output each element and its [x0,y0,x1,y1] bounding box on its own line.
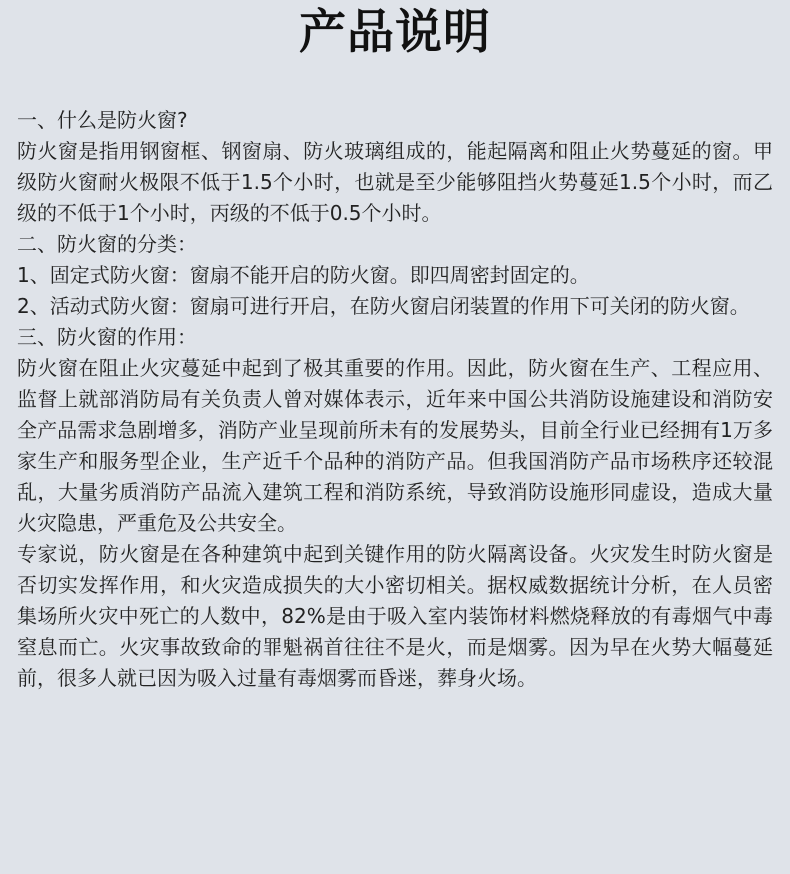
section-heading-what-is: 一、什么是防火窗? [17,108,188,132]
list-item-fixed-window: 1、固定式防火窗：窗扇不能开启的防火窗。即四周密封固定的。 [17,263,590,287]
paragraph-function: 防火窗在阻止火灾蔓延中起到了极其重要的作用。因此，防火窗在生产、工程应用、监督上就部消防局有关负责人曾对媒体表示，近年来中国公共消防设施建设和消防安全产品需求急剧增多，消防产业呈现前所未有的发展势头，目前全行业已经拥有1万多家生产和服务型企业，生产近千个品种的消防产品。但我国消防产品市场秩序还较混乱，大量劣质消防产品流入建筑工程和消防系统，导致消防设施形同虚设，造成大量火灾隐患，严重危及公共安全。 [17,356,773,535]
paragraph-expert-opinion: 专家说，防火窗是在各种建筑中起到关键作用的防火隔离设备。火灾发生时防火窗是否切实发挥作用，和火灾造成损失的大小密切相关。据权威数据统计分析，在人员密集场所火灾中死亡的人数中，82%是由于吸入室内装饰材料燃烧释放的有毒烟气中毒窒息而亡。火灾事故致命的罪魁祸首往往不是火，而是烟雾。因为早在火势大幅蔓延前，很多人就已因为吸入过量有毒烟雾而昏迷，葬身火场。 [17,542,773,690]
page-title: 产品说明 [299,5,491,60]
section-heading-function: 三、防火窗的作用： [17,325,197,349]
description-text [17,105,773,694]
list-item-movable-window: 2、活动式防火窗：窗扇可进行开启，在防火窗启闭装置的作用下可关闭的防火窗。 [17,294,750,318]
section-heading-classification: 二、防火窗的分类： [17,232,197,256]
paragraph-definition: 防火窗是指用钢窗框、钢窗扇、防火玻璃组成的，能起隔离和阻止火势蔓延的窗。甲级防火窗耐火极限不低于1.5个小时，也就是至少能够阻挡火势蔓延1.5个小时，而乙级的不低于1个小时，丙级的不低于0.5个小时。 [17,139,773,225]
